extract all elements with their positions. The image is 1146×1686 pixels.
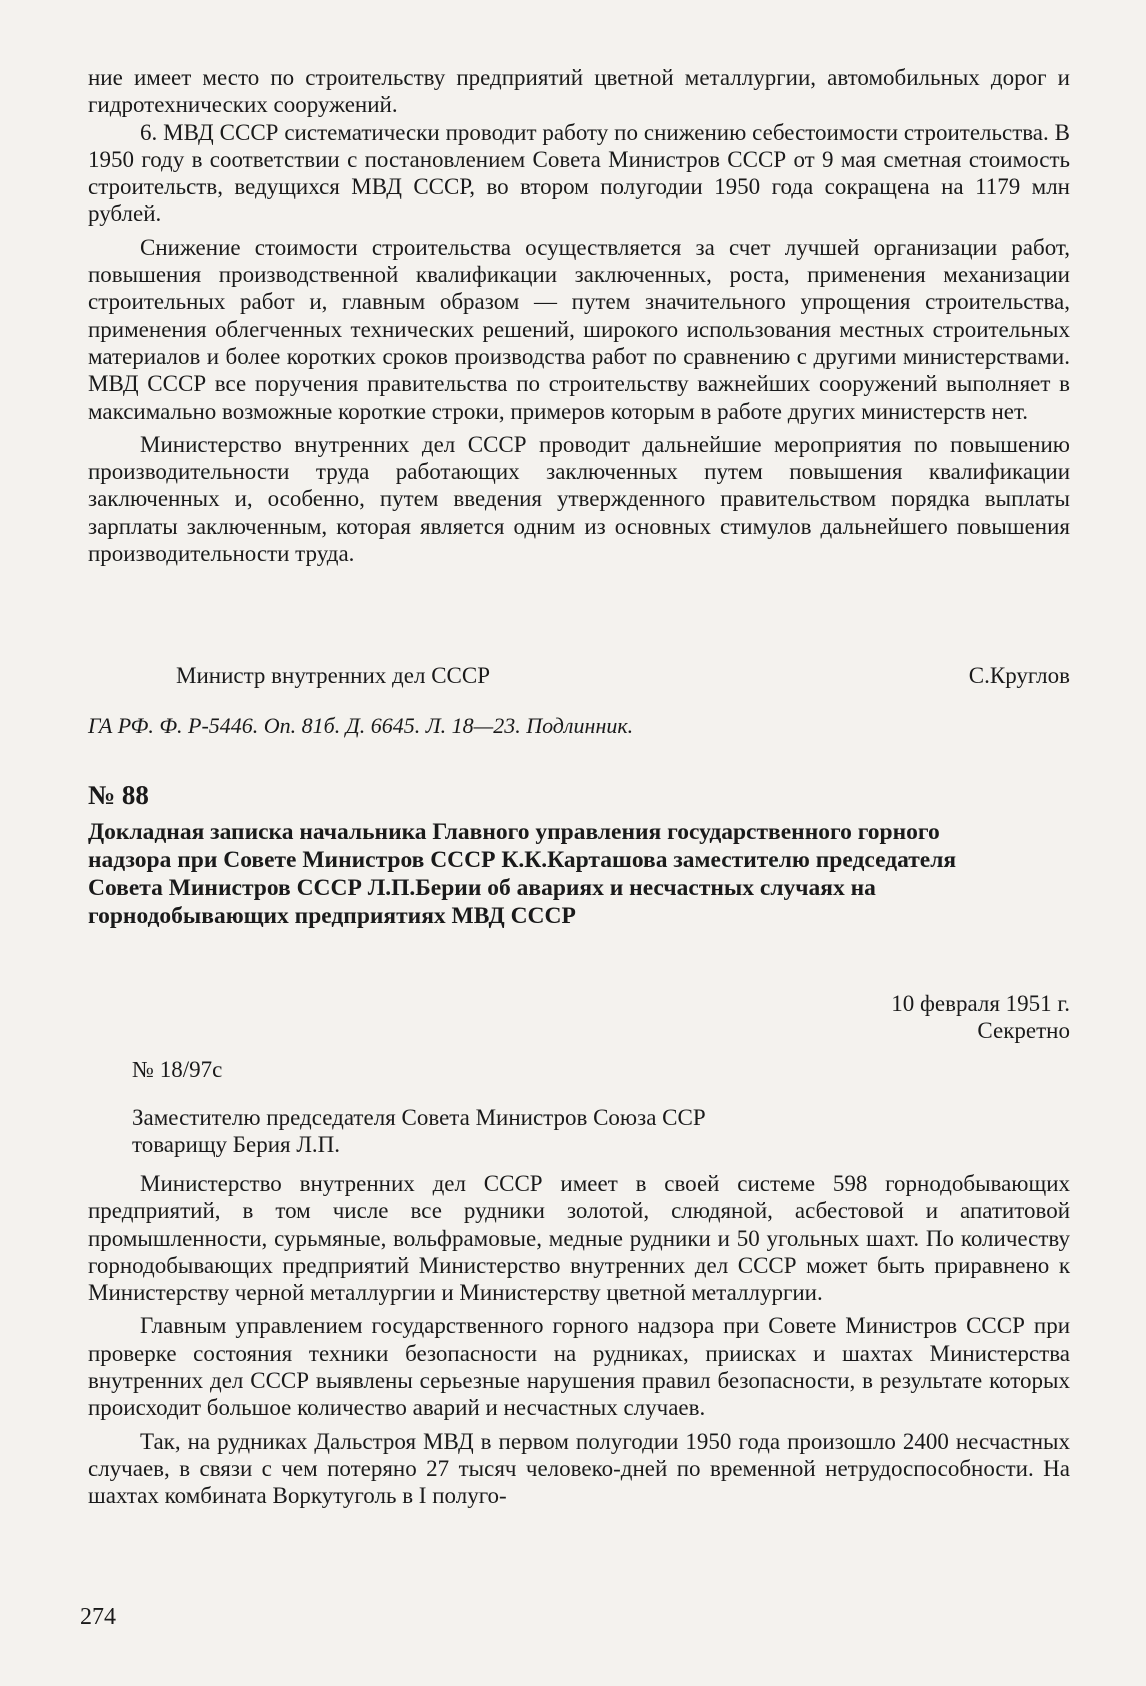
- signatory-name: С.Круглов: [968, 663, 1070, 688]
- paragraph: 6. МВД СССР систематически проводит работу по снижению себестоимости строительства. В 1950 году в соответствии с постановлением Совета Министров СССР от 9 мая сметная стоимость строительств, ведущихся МВД СССР, во втором полугодии 1950 года сокращена на 1179 млн рублей.: [88, 119, 1070, 227]
- paragraph: Так, на рудниках Дальстроя МВД в первом полугодии 1950 года произошло 2400 несчастных случаев, в связи с чем потеряно 27 тысяч человеко-дней по временной нетрудоспособности. На шахтах комбината Воркутуголь в I полуго-: [88, 1428, 1070, 1509]
- date-block: [88, 990, 1070, 1044]
- signature-row: [88, 662, 1070, 689]
- addressee: Заместителю председателя Совета Министров Союза ССР товарищу Берия Л.П.: [132, 1105, 706, 1157]
- paragraph: Главным управлением государственного горного надзора при Совете Министров СССР при проверке состояния техники безопасности на рудниках, приисках и шахтах Министерства внутренних дел СССР выявлены серьезные нарушения правил безопасности, в результате которых происходит большое количество аварий и несчастных случаев.: [88, 1313, 1070, 1421]
- archive-source: ГА РФ. Ф. Р-5446. Оп. 81б. Д. 6645. Л. 18—23. Подлинник.: [88, 713, 634, 738]
- document-date: 10 февраля 1951 г.: [891, 991, 1070, 1016]
- signatory-title: Министр внутренних дел СССР: [176, 663, 491, 688]
- document-heading: [88, 780, 1070, 930]
- paragraph: Министерство внутренних дел СССР проводит дальнейшие мероприятия по повышению производительности труда работающих заключенных путем повышения квалификации заключенных и, особенно, путем введения утвержденного правительством порядка выплаты зарплаты заключенным, которая является одним из основных стимулов дальнейшего повышения производительности труда.: [88, 431, 1070, 567]
- secrecy-mark: Секретно: [977, 1018, 1070, 1043]
- page-number: 274: [80, 1604, 116, 1630]
- top-text-block: [88, 64, 1070, 567]
- paragraph: Министерство внутренних дел СССР имеет в своей системе 598 горнодобывающих предприятий, в том числе все рудники золотой, слюдяной, асбестовой и апатитовой промышленности, сурьмяные, вольфрамовые, медные рудники и 50 угольных шахт. По количеству горнодобывающих предприятий Министерство внутренних дел СССР может быть приравнено к Министерству черной металлургии и Министерству цветной металлургии.: [88, 1171, 1070, 1306]
- paragraph: ние имеет место по строительству предприятий цветной металлургии, автомобильных дорог и гидротехнических сооружений.: [88, 65, 1070, 118]
- paragraph: Снижение стоимости строительства осуществляется за счет лучшей организации работ, повышения производственной квалификации заключенных, роста, применения механизации строительных работ и, главным образом — путем значительного упрощения строительства, применения облегченных технических решений, широкого использования местных строительных материалов и более коротких сроков производства работ по сравнению с другими министерствами. МВД СССР все поручения правительства по строительству важнейших сооружений выполняет в максимально возможные короткие строки, примеров которым в работе других министерств нет.: [88, 234, 1070, 424]
- document-number: № 88: [88, 780, 149, 810]
- document-title: Докладная записка начальника Главного управления государственного горного надзора при Совете Министров СССР К.К.Карташова заместителю председателя Совета Министров СССР Л.П.Берии об авариях и несчастных случаях на горнодобывающих предприятиях МВД СССР: [88, 819, 957, 929]
- doc88-body: [88, 1170, 1070, 1510]
- outgoing-number: № 18/97с: [132, 1057, 223, 1082]
